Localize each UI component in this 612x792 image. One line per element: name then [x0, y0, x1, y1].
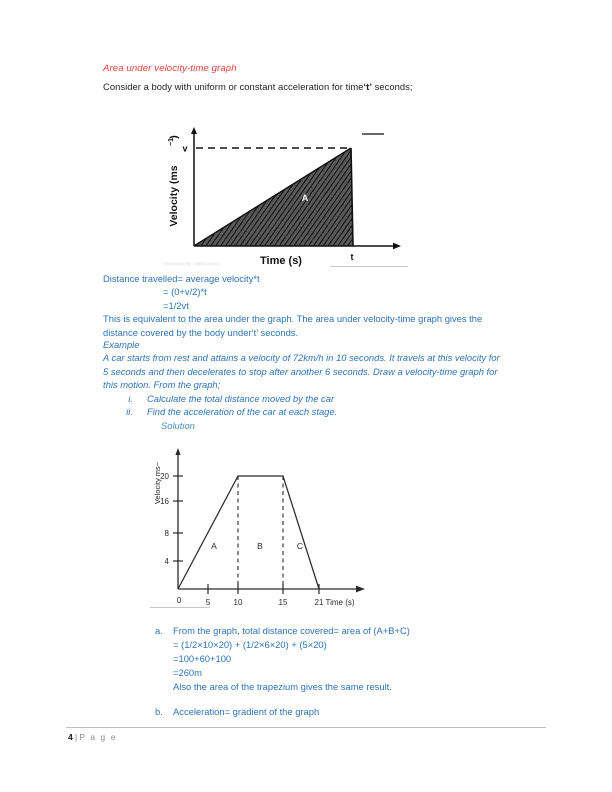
answer-b-marker: b.	[155, 706, 163, 717]
footer	[68, 732, 117, 742]
list-text-i: Calculate the total distance moved by the car	[147, 392, 335, 404]
svg-text:15: 15	[278, 598, 288, 607]
list-item	[103, 392, 533, 406]
svg-text:4: 4	[164, 557, 169, 566]
svg-text:21: 21	[314, 598, 324, 607]
label-t: t	[350, 252, 354, 262]
figure2-x-tick-labels	[177, 596, 324, 607]
example-heading: Example	[103, 339, 140, 350]
answer-a-line-3: =100+60+100	[173, 653, 232, 664]
figure2-scan-rule	[150, 607, 210, 608]
figure-velocity-time-triangle	[163, 118, 415, 270]
example-block	[103, 338, 533, 433]
footer-separator: |	[74, 732, 78, 742]
intro-paragraph	[103, 80, 527, 94]
example-line-3: this motion. From the graph;	[103, 379, 221, 391]
figure1-ylabel-close: )	[168, 135, 180, 139]
list-marker-i: i.	[128, 392, 133, 404]
answers-block	[155, 624, 525, 719]
figure-trapezium-velocity-time	[150, 443, 418, 613]
svg-text:8: 8	[164, 529, 169, 538]
figure1-xlabel: Time (s)	[260, 255, 302, 267]
list-text-ii: Find the acceleration of the car at each stage.	[147, 406, 338, 418]
derivation-line-4: This is equivalent to the area under the graph. The area under velocity-time graph gives the	[103, 313, 483, 325]
intro-prefix: Consider a body with uniform or constant acceleration for time	[103, 81, 364, 92]
answer-a-row	[155, 624, 525, 638]
label-area-A: A	[301, 193, 309, 203]
answer-a-line-5: Also the area of the trapezium gives the same result.	[173, 681, 392, 692]
list-marker-ii: ii.	[126, 406, 133, 418]
region-label-A: A	[211, 541, 217, 551]
answer-a-marker: a.	[155, 625, 163, 636]
derivation-line-5: distance covered by the body under‘t’ seconds.	[103, 326, 299, 338]
section-heading: Area under velocity-time graph	[103, 63, 237, 74]
figure2-ylabel: Velocity ms−	[153, 461, 162, 505]
scan-artifact-rule	[330, 266, 408, 267]
answer-a-line-2: = (1/2×10×20) + (1/2×6×20) + (5×20)	[173, 639, 327, 650]
label-v: v	[182, 143, 188, 154]
answer-spacer	[155, 694, 525, 705]
svg-text:20: 20	[160, 472, 169, 481]
svg-text:5: 5	[205, 598, 211, 607]
figure2-y-arrow	[175, 448, 180, 455]
derivation-block	[103, 272, 527, 339]
figure1-svg	[163, 118, 415, 270]
solution-label: Solution	[161, 419, 195, 431]
svg-text:16: 16	[160, 497, 169, 506]
figure1-ylabel: Velocity (ms	[168, 165, 180, 227]
footer-page-word: P a g e	[79, 732, 117, 742]
figure2-x-arrow	[356, 586, 365, 593]
svg-text:10: 10	[233, 598, 243, 607]
y-axis-arrow	[191, 127, 197, 134]
example-line-2: 5 seconds and then decelerates to stop after another 6 seconds. Draw a velocity-time graph for	[103, 365, 498, 377]
region-label-C: C	[296, 541, 304, 551]
scan-artifact-text: Generated by CamScanner	[163, 261, 220, 266]
footer-page-number: 4	[68, 732, 73, 742]
derivation-line-1: Distance travelled= average velocity*t	[103, 273, 260, 284]
figure2-xlabel: Time (s)	[325, 598, 355, 607]
figure1-ylabel-exponent: −1	[168, 138, 175, 146]
figure2-svg	[150, 443, 418, 613]
intro-bold-t: ‘t’	[363, 81, 372, 92]
example-line-1: A car starts from rest and attains a velocity of 72km/h in 10 seconds. It travels at this velocity for	[103, 352, 500, 364]
text-block-intro	[103, 62, 527, 94]
answer-a-line-4: =260m	[173, 667, 202, 678]
scan-artifact-mark	[362, 133, 384, 135]
derivation-line-3: =1/2vt	[163, 299, 189, 311]
figure2-region-labels	[211, 541, 303, 551]
velocity-trace	[178, 476, 319, 589]
derivation-line-2: = (0+v/2)*t	[163, 286, 207, 298]
answer-b-line-1: Acceleration= gradient of the graph	[173, 706, 320, 717]
answer-a-line-1: From the graph, total distance covered= area of (A+B+C)	[173, 625, 410, 636]
region-label-B: B	[257, 541, 263, 551]
footer-divider	[66, 727, 546, 728]
x-axis-arrow	[393, 243, 401, 250]
list-item	[103, 405, 533, 419]
svg-text:0: 0	[176, 596, 182, 605]
answer-b-row	[155, 705, 525, 719]
intro-suffix: seconds;	[372, 81, 413, 92]
